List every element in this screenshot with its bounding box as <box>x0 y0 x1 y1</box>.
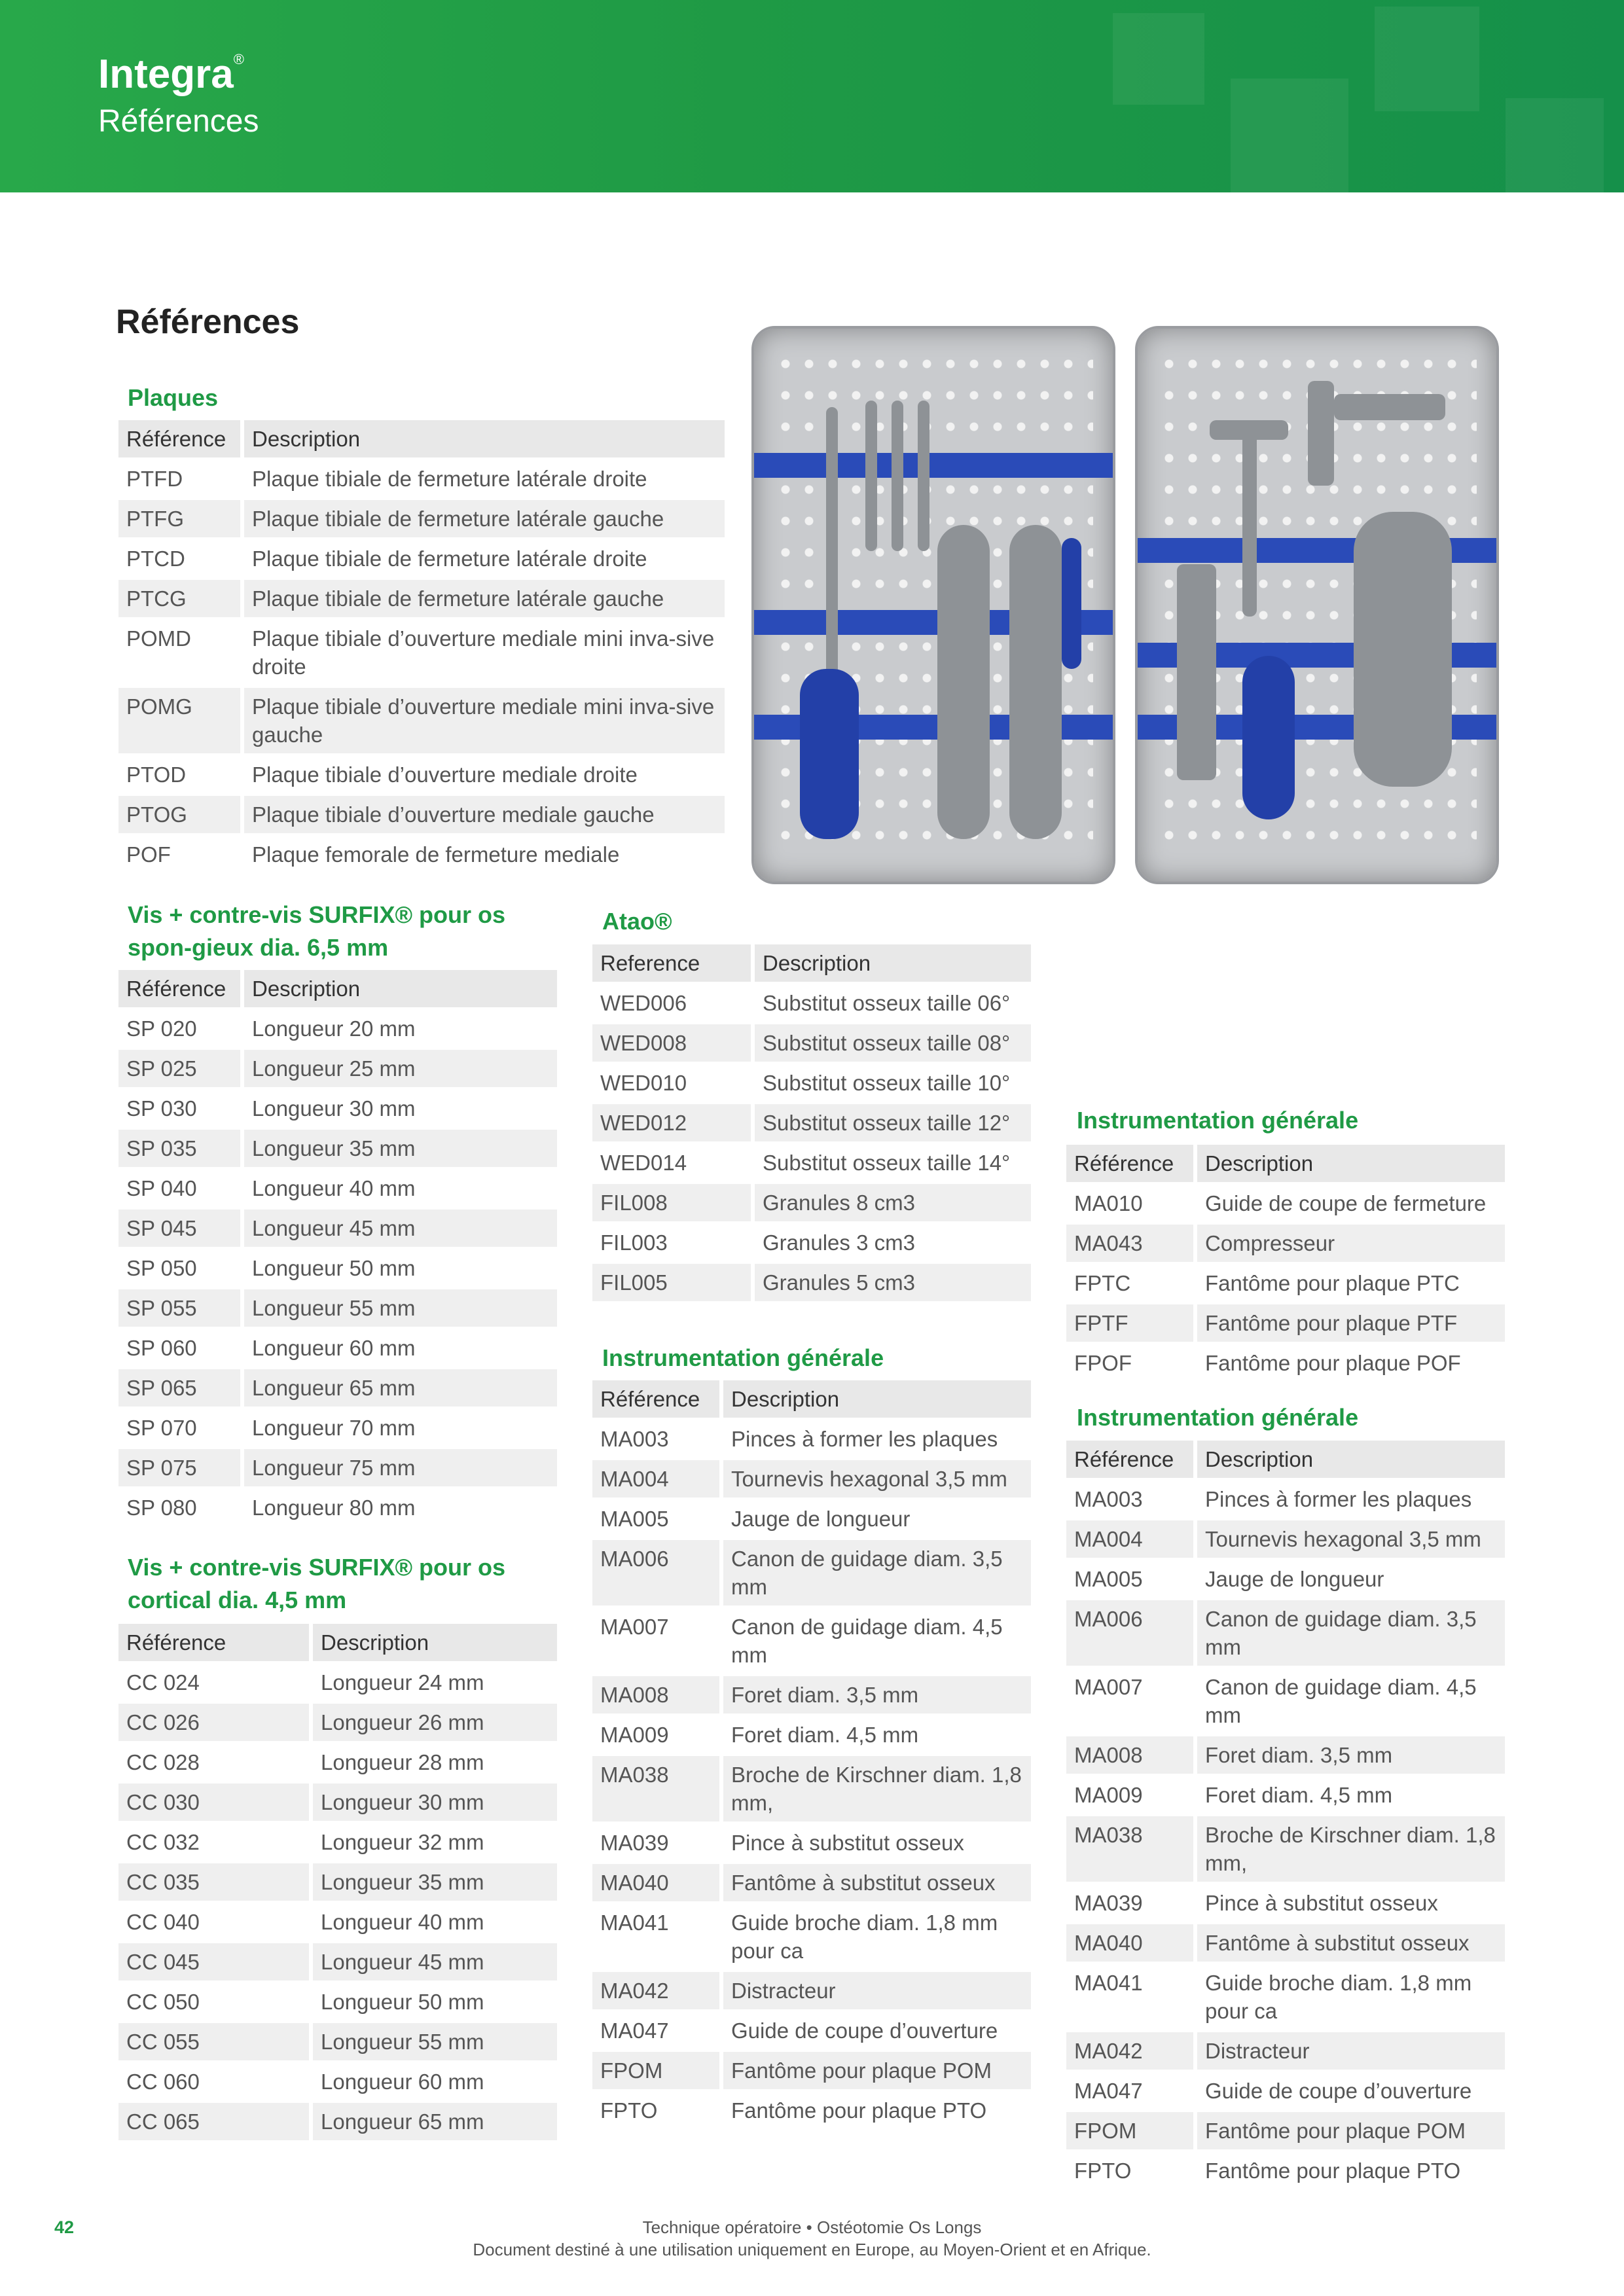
reference-cell: FIL005 <box>592 1264 755 1301</box>
description-cell: Pince à substitut osseux <box>731 1831 964 1855</box>
description-cell: Compresseur <box>1197 1225 1505 1262</box>
reference-cell: CC 055 <box>118 2023 313 2060</box>
reference-cell: FPTO <box>1066 2152 1197 2189</box>
description-cell: Fantôme pour plaque PTO <box>731 2098 987 2123</box>
column-header-reference: Référence <box>1066 1441 1197 1478</box>
reference-cell: SP 030 <box>118 1090 244 1127</box>
table-row <box>118 1664 557 1701</box>
vis-cortical-title: Vis + contre-vis SURFIX® pour os cortical dia. 4,5 mm <box>128 1554 506 1613</box>
column-header-reference: Référence <box>118 970 244 1007</box>
table-row <box>118 620 725 685</box>
header-decor-square <box>1231 79 1348 192</box>
reference-cell: MA042 <box>1066 2032 1197 2070</box>
description-cell: Guide de coupe d’ouverture <box>1205 2079 1472 2103</box>
reference-cell: SP 045 <box>118 1210 244 1247</box>
reference-cell: MA004 <box>1066 1520 1197 1558</box>
table-row <box>118 1823 557 1861</box>
reference-cell: SP 050 <box>118 1249 244 1287</box>
description-cell: Plaque femorale de fermeture mediale <box>252 842 620 867</box>
table-row <box>592 2012 1031 2049</box>
description-cell: Pinces à former les plaques <box>1205 1487 1472 1511</box>
instr-right-top-table <box>1066 1142 1505 1384</box>
reference-cell: MA007 <box>1066 1668 1197 1734</box>
reference-cell: WED006 <box>592 984 755 1022</box>
table-row <box>592 1064 1031 1102</box>
table-row <box>592 1904 1031 1969</box>
description-cell: Longueur 60 mm <box>321 2070 484 2094</box>
table-row <box>118 796 725 833</box>
reference-cell: MA003 <box>592 1420 723 1458</box>
cutting-guide <box>1334 394 1445 420</box>
reference-cell: CC 032 <box>118 1823 313 1861</box>
description-cell: Canon de guidage diam. 3,5 mm <box>1197 1600 1505 1666</box>
table-row <box>1066 2112 1505 2149</box>
reference-cell: FPOF <box>1066 1344 1197 1382</box>
reference-cell: POF <box>118 836 244 873</box>
table-row <box>118 1369 557 1407</box>
reference-cell: FPTF <box>1066 1304 1197 1342</box>
reference-cell: MA008 <box>592 1676 723 1713</box>
description-cell: Plaque tibiale de fermeture latérale gauche <box>244 500 725 537</box>
reference-cell: PTOG <box>118 796 244 833</box>
reference-cell: POMG <box>118 688 244 753</box>
description-cell: Fantôme pour plaque PTF <box>1197 1304 1505 1342</box>
description-cell: Granules 5 cm3 <box>755 1264 1031 1301</box>
instrument-shaft <box>892 401 903 551</box>
description-cell: Longueur 28 mm <box>321 1750 484 1774</box>
description-cell: Longueur 80 mm <box>252 1496 416 1520</box>
reference-cell: MA039 <box>1066 1884 1197 1922</box>
instr-middle-table <box>592 1378 1031 2132</box>
table-row <box>118 1170 557 1207</box>
reference-cell: MA005 <box>1066 1560 1197 1598</box>
screwdriver-handle <box>800 669 859 839</box>
reference-cell: MA038 <box>1066 1816 1197 1882</box>
reference-cell: WED012 <box>592 1104 755 1141</box>
reference-cell: MA043 <box>1066 1225 1197 1262</box>
vis-spongieux-title: Vis + contre-vis SURFIX® pour os spon-gieux dia. 6,5 mm <box>128 901 506 961</box>
reference-cell: CC 035 <box>118 1863 313 1901</box>
column-header-description: Description <box>244 970 557 1007</box>
column-header-reference: Référence <box>1066 1145 1197 1182</box>
header-decor-square <box>1375 7 1479 111</box>
description-cell: Longueur 26 mm <box>313 1704 557 1741</box>
reference-cell: MA008 <box>1066 1736 1197 1774</box>
reference-cell: MA009 <box>1066 1776 1197 1814</box>
column-header-description: Description <box>313 1624 557 1661</box>
table-row <box>592 1540 1031 1605</box>
vis-cortical-table <box>118 1621 557 2143</box>
instr-right-top-title: Instrumentation générale <box>1077 1107 1359 1134</box>
description-cell: Foret diam. 3,5 mm <box>1197 1736 1505 1774</box>
description-cell: Guide broche diam. 1,8 mm pour ca <box>731 1910 998 1963</box>
description-cell: Canon de guidage diam. 4,5 mm <box>731 1615 1003 1667</box>
atao-title: Atao® <box>602 908 672 935</box>
description-cell: Longueur 25 mm <box>244 1050 557 1087</box>
header-decor-square <box>1506 98 1604 192</box>
table-row <box>592 1264 1031 1301</box>
description-cell: Longueur 30 mm <box>313 1784 557 1821</box>
distractor <box>1354 512 1452 787</box>
reference-cell: PTCD <box>118 540 244 577</box>
description-cell: Tournevis hexagonal 3,5 mm <box>1197 1520 1505 1558</box>
reference-cell: CC 045 <box>118 1943 313 1981</box>
description-cell: Longueur 45 mm <box>244 1210 557 1247</box>
reference-cell: MA006 <box>1066 1600 1197 1666</box>
reference-cell: FPOM <box>592 2052 723 2089</box>
description-cell: Guide broche diam. 1,8 mm pour ca <box>1205 1971 1472 2023</box>
table-row <box>592 1972 1031 2009</box>
reference-cell: FIL003 <box>592 1224 755 1261</box>
reference-cell: MA010 <box>1066 1185 1197 1222</box>
description-cell: Plaque tibiale d’ouverture mediale mini inva-sive droite <box>252 626 715 679</box>
reference-cell: MA041 <box>1066 1964 1197 2030</box>
description-cell: Plaque tibiale d’ouverture mediale gauche <box>244 796 725 833</box>
table-row <box>592 1716 1031 1753</box>
table-row <box>1066 2072 1505 2109</box>
table-row <box>118 836 725 873</box>
reference-cell: CC 060 <box>118 2063 313 2100</box>
description-cell: Jauge de longueur <box>1205 1567 1384 1591</box>
instrument-handle <box>1062 538 1081 669</box>
reference-cell: CC 024 <box>118 1664 313 1701</box>
header-decor-square <box>1113 13 1204 105</box>
description-cell: Substitut osseux taille 08° <box>755 1024 1031 1062</box>
table-row <box>118 1943 557 1981</box>
reference-cell: PTFG <box>118 500 244 537</box>
description-cell: Broche de Kirschner diam. 1,8 mm, <box>723 1756 1031 1821</box>
table-row <box>592 1500 1031 1537</box>
table-row <box>118 1449 557 1486</box>
reference-cell: WED014 <box>592 1144 755 1181</box>
description-cell: Longueur 50 mm <box>252 1256 416 1280</box>
header-subtitle: Références <box>98 104 259 139</box>
instr-middle-title: Instrumentation générale <box>602 1344 884 1371</box>
column-header-description: Description <box>1197 1441 1505 1478</box>
reference-cell: CC 030 <box>118 1784 313 1821</box>
description-cell: Canon de guidage diam. 4,5 mm <box>1205 1675 1477 1727</box>
reference-cell: CC 050 <box>118 1983 313 2020</box>
reference-cell: CC 026 <box>118 1704 313 1741</box>
description-cell: Longueur 35 mm <box>313 1863 557 1901</box>
table-row <box>1066 2152 1505 2189</box>
reference-cell: SP 055 <box>118 1289 244 1327</box>
table-row <box>118 2103 557 2140</box>
description-cell: Fantôme à substitut osseux <box>1197 1924 1505 1962</box>
table-row <box>1066 1924 1505 1962</box>
reference-cell: FPTC <box>1066 1265 1197 1302</box>
reference-cell: MA047 <box>592 2012 723 2049</box>
description-cell: Guide de coupe de fermeture <box>1205 1191 1487 1215</box>
table-row <box>1066 1736 1505 1774</box>
table-row <box>592 1756 1031 1821</box>
reference-cell: MA004 <box>592 1460 723 1498</box>
description-cell: Longueur 35 mm <box>244 1130 557 1167</box>
table-row <box>1066 1225 1505 1262</box>
reference-cell: MA040 <box>1066 1924 1197 1962</box>
column-header-description: Description <box>1197 1145 1505 1182</box>
page-title: Références <box>116 303 300 341</box>
column-header-reference: Reference <box>592 944 755 982</box>
table-row <box>1066 1560 1505 1598</box>
table-row <box>118 2023 557 2060</box>
table-row <box>118 1249 557 1287</box>
table-row <box>1066 1600 1505 1666</box>
instr-right-bottom-title: Instrumentation générale <box>1077 1404 1359 1431</box>
table-row <box>118 756 725 793</box>
column-header-description: Description <box>755 944 1031 982</box>
reference-cell: FIL008 <box>592 1184 755 1221</box>
table-row <box>1066 1520 1505 1558</box>
reference-cell: MA006 <box>592 1540 723 1605</box>
table-row <box>118 1329 557 1367</box>
reference-cell: SP 070 <box>118 1409 244 1446</box>
table-row <box>592 1184 1031 1221</box>
description-cell: Jauge de longueur <box>731 1507 911 1531</box>
table-row <box>118 1983 557 2020</box>
table-row <box>118 1289 557 1327</box>
table-row <box>592 1024 1031 1062</box>
description-cell: Foret diam. 4,5 mm <box>1205 1783 1393 1807</box>
table-row <box>118 580 725 617</box>
table-row <box>1066 1304 1505 1342</box>
table-row <box>118 1210 557 1247</box>
table-row <box>592 1676 1031 1713</box>
screwdriver-handle <box>1242 656 1295 819</box>
plate-bender-pliers <box>937 525 990 839</box>
table-row <box>592 1864 1031 1901</box>
description-cell: Longueur 30 mm <box>252 1096 416 1121</box>
description-cell: Fantôme pour plaque POM <box>1197 2112 1505 2149</box>
table-row <box>592 1144 1031 1181</box>
description-cell: Longueur 55 mm <box>313 2023 557 2060</box>
table-row <box>1066 1344 1505 1382</box>
description-cell: Fantôme à substitut osseux <box>723 1864 1031 1901</box>
instrument-shaft <box>865 401 877 551</box>
description-cell: Broche de Kirschner diam. 1,8 mm, <box>1197 1816 1505 1882</box>
description-cell: Canon de guidage diam. 3,5 mm <box>723 1540 1031 1605</box>
column-header-reference: Référence <box>592 1380 723 1418</box>
plaques-title: Plaques <box>128 384 219 411</box>
table-row <box>118 1409 557 1446</box>
description-cell: Longueur 65 mm <box>244 1369 557 1407</box>
description-cell: Substitut osseux taille 14° <box>763 1151 1011 1175</box>
description-cell: Substitut osseux taille 12° <box>755 1104 1031 1141</box>
description-cell: Longueur 45 mm <box>313 1943 557 1981</box>
description-cell: Longueur 55 mm <box>244 1289 557 1327</box>
description-cell: Longueur 40 mm <box>252 1176 416 1200</box>
table-row <box>1066 1668 1505 1734</box>
description-cell: Guide de coupe d’ouverture <box>731 2018 998 2043</box>
reference-cell: MA040 <box>592 1864 723 1901</box>
reference-cell: SP 065 <box>118 1369 244 1407</box>
table-row <box>118 2063 557 2100</box>
table-row <box>1066 1816 1505 1882</box>
length-gauge <box>1308 381 1334 486</box>
table-row <box>592 1420 1031 1458</box>
description-cell: Plaque tibiale de fermeture latérale gauche <box>244 580 725 617</box>
reference-cell: MA041 <box>592 1904 723 1969</box>
page-number: 42 <box>54 2217 75 2237</box>
description-cell: Fantôme pour plaque PTC <box>1205 1271 1460 1295</box>
table-row <box>592 1104 1031 1141</box>
table-row <box>1066 1265 1505 1302</box>
description-cell: Pince à substitut osseux <box>1205 1891 1438 1915</box>
description-cell: Longueur 75 mm <box>244 1449 557 1486</box>
table-row <box>1066 1964 1505 2030</box>
reference-cell: SP 080 <box>118 1489 244 1526</box>
description-cell: Distracteur <box>723 1972 1031 2009</box>
table-row <box>118 1050 557 1087</box>
description-cell: Plaque tibiale de fermeture latérale droite <box>252 547 647 571</box>
reference-cell: MA038 <box>592 1756 723 1821</box>
table-row <box>592 984 1031 1022</box>
description-cell: Plaque tibiale d’ouverture mediale mini inva-sive gauche <box>244 688 725 753</box>
description-cell: Longueur 60 mm <box>252 1336 416 1360</box>
description-cell: Fantôme pour plaque POF <box>1205 1351 1461 1375</box>
table-row <box>118 1903 557 1941</box>
description-cell: Granules 8 cm3 <box>755 1184 1031 1221</box>
reference-cell: MA042 <box>592 1972 723 2009</box>
reference-cell: POMD <box>118 620 244 685</box>
table-row <box>118 1010 557 1047</box>
plate-bender-pliers <box>1009 525 1062 839</box>
reference-cell: MA005 <box>592 1500 723 1537</box>
reference-cell: WED010 <box>592 1064 755 1102</box>
column-header-description: Description <box>723 1380 1031 1418</box>
description-cell: Longueur 65 mm <box>313 2103 557 2140</box>
reference-cell: CC 065 <box>118 2103 313 2140</box>
table-row <box>592 2052 1031 2089</box>
instrument-shaft <box>918 401 929 551</box>
table-row <box>118 1704 557 1741</box>
table-row <box>1066 1185 1505 1222</box>
description-cell: Fantôme pour plaque POM <box>723 2052 1031 2089</box>
reference-cell: SP 035 <box>118 1130 244 1167</box>
vis-spongieux-table <box>118 967 557 1529</box>
reference-cell: PTFD <box>118 460 244 497</box>
reference-cell: PTOD <box>118 756 244 793</box>
table-row <box>1066 2032 1505 2070</box>
description-cell: Longueur 24 mm <box>321 1670 484 1695</box>
reference-cell: SP 040 <box>118 1170 244 1207</box>
instr-right-bottom-table <box>1066 1438 1505 2192</box>
description-cell: Longueur 32 mm <box>321 1830 484 1854</box>
instrument-tray-photo-left <box>751 326 1115 884</box>
description-cell: Foret diam. 4,5 mm <box>731 1723 919 1747</box>
description-cell: Longueur 40 mm <box>321 1910 484 1934</box>
instrument-shaft <box>1242 420 1257 617</box>
description-cell: Tournevis hexagonal 3,5 mm <box>723 1460 1031 1498</box>
description-cell: Granules 3 cm3 <box>763 1230 915 1255</box>
reference-cell: MA007 <box>592 1608 723 1674</box>
description-cell: Longueur 20 mm <box>252 1016 416 1041</box>
column-header-reference: Référence <box>118 420 244 457</box>
table-row <box>118 1130 557 1167</box>
table-row <box>118 460 725 497</box>
page-header <box>0 0 1624 192</box>
plaques-table <box>118 418 725 876</box>
footer-title: Technique opératoire • Ostéotomie Os Longs <box>642 2217 982 2237</box>
description-cell: Substitut osseux taille 10° <box>763 1071 1011 1095</box>
reference-cell: MA039 <box>592 1824 723 1861</box>
reference-cell: MA009 <box>592 1716 723 1753</box>
description-cell: Fantôme pour plaque PTO <box>1205 2159 1461 2183</box>
instrument-shaft <box>1177 564 1216 780</box>
description-cell: Distracteur <box>1197 2032 1505 2070</box>
table-row <box>1066 1884 1505 1922</box>
table-row <box>592 1608 1031 1674</box>
instrument-tray-photo-right <box>1135 326 1499 884</box>
reference-cell: MA047 <box>1066 2072 1197 2109</box>
reference-cell: FPTO <box>592 2092 723 2129</box>
table-row <box>592 2092 1031 2129</box>
reference-cell: PTCG <box>118 580 244 617</box>
table-row <box>118 688 725 753</box>
reference-cell: FPOM <box>1066 2112 1197 2149</box>
reference-cell: SP 060 <box>118 1329 244 1367</box>
reference-cell: CC 028 <box>118 1744 313 1781</box>
reference-cell: MA003 <box>1066 1480 1197 1518</box>
description-cell: Pinces à former les plaques <box>731 1427 998 1451</box>
table-row <box>118 1784 557 1821</box>
table-row <box>118 1090 557 1127</box>
description-cell: Foret diam. 3,5 mm <box>723 1676 1031 1713</box>
table-row <box>1066 1776 1505 1814</box>
reference-cell: WED008 <box>592 1024 755 1062</box>
table-row <box>592 1824 1031 1861</box>
description-cell: Substitut osseux taille 06° <box>763 991 1011 1015</box>
column-header-description: Description <box>244 420 725 457</box>
table-row <box>592 1224 1031 1261</box>
description-cell: Longueur 50 mm <box>321 1990 484 2014</box>
description-cell: Plaque tibiale de fermeture latérale droite <box>252 467 647 491</box>
reference-cell: CC 040 <box>118 1903 313 1941</box>
table-row <box>118 1863 557 1901</box>
table-row <box>592 1460 1031 1498</box>
column-header-reference: Référence <box>118 1624 313 1661</box>
table-row <box>1066 1480 1505 1518</box>
atao-table <box>592 942 1031 1304</box>
reference-cell: SP 075 <box>118 1449 244 1486</box>
table-row <box>118 1489 557 1526</box>
description-cell: Plaque tibiale d’ouverture mediale droite <box>252 762 638 787</box>
table-row <box>118 540 725 577</box>
table-row <box>118 500 725 537</box>
footer-disclaimer: Document destiné à une utilisation uniquement en Europe, au Moyen-Orient et en Afrique. <box>473 2240 1151 2259</box>
brand-logo: Integra® <box>98 51 244 97</box>
table-row <box>118 1744 557 1781</box>
reference-cell: SP 025 <box>118 1050 244 1087</box>
reference-cell: SP 020 <box>118 1010 244 1047</box>
description-cell: Longueur 70 mm <box>252 1416 416 1440</box>
tray-holder-bar <box>754 453 1113 478</box>
